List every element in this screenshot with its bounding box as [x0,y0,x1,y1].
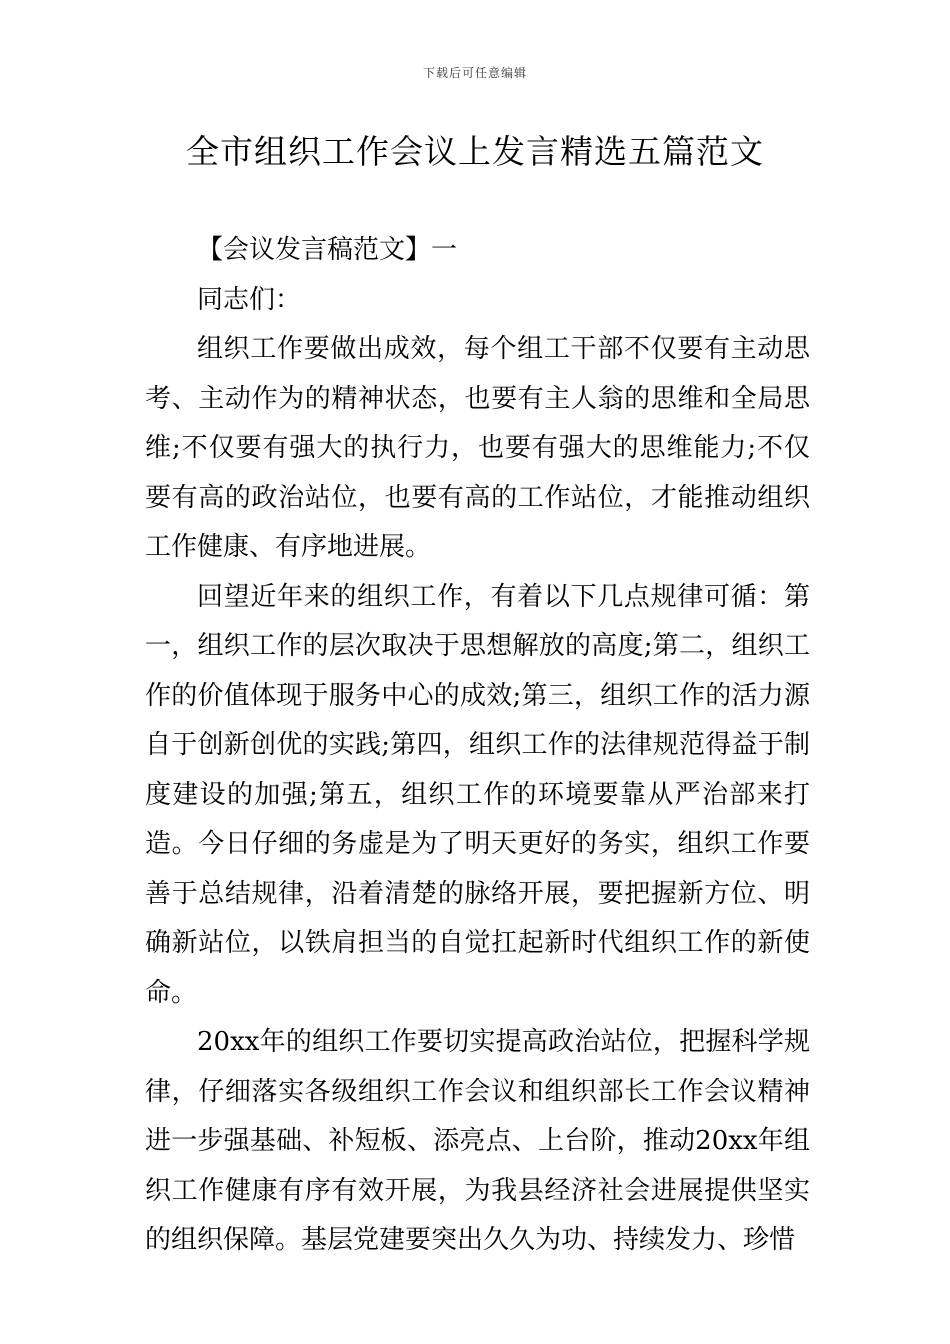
body-paragraph: 回望近年来的组织工作，有着以下几点规律可循：第一，组织工作的层次取决于思想解放的高度;第二，组织工作的价值体现于服务中心的成效;第三，组织工作的活力源自于创新创优的实践;第四，组织工作的法律规范得益于制度建设的加强;第五，组织工作的环境要靠从严治部来打造。今日仔细的务虚是为了明天更好的务实，组织工作要善于总结规律，沿着清楚的脉络开展，要把握新方位、明确新站位，以铁肩担当的自觉扛起新时代组织工作的新使命。 [145,581,810,1008]
document-body [145,226,810,1266]
body-paragraph: 组织工作要做出成效，每个组工干部不仅要有主动思考、主动作为的精神状态，也要有主人翁的思维和全局思维;不仅要有强大的执行力，也要有强大的思维能力;不仅要有高的政治站位，也要有高的工作站位，才能推动组织工作健康、有序地进展。 [145,334,810,562]
body-paragraph: 20xx年的组织工作要切实提高政治站位，把握科学规律，仔细落实各级组织工作会议和组织部长工作会议精神进一步强基础、补短板、添亮点、上台阶，推动20xx年组织工作健康有序有效开展，为我县经济社会进展提供坚实的组织保障。基层党建要突出久久为功、持续发力、珍惜 [145,1027,810,1255]
document-title: 全市组织工作会议上发言精选五篇范文 [186,132,764,171]
header-note: 下载后可任意编辑 [422,66,527,80]
salutation: 同志们： [197,284,302,315]
section-heading: 【会议发言稿范文】一 [197,235,458,265]
